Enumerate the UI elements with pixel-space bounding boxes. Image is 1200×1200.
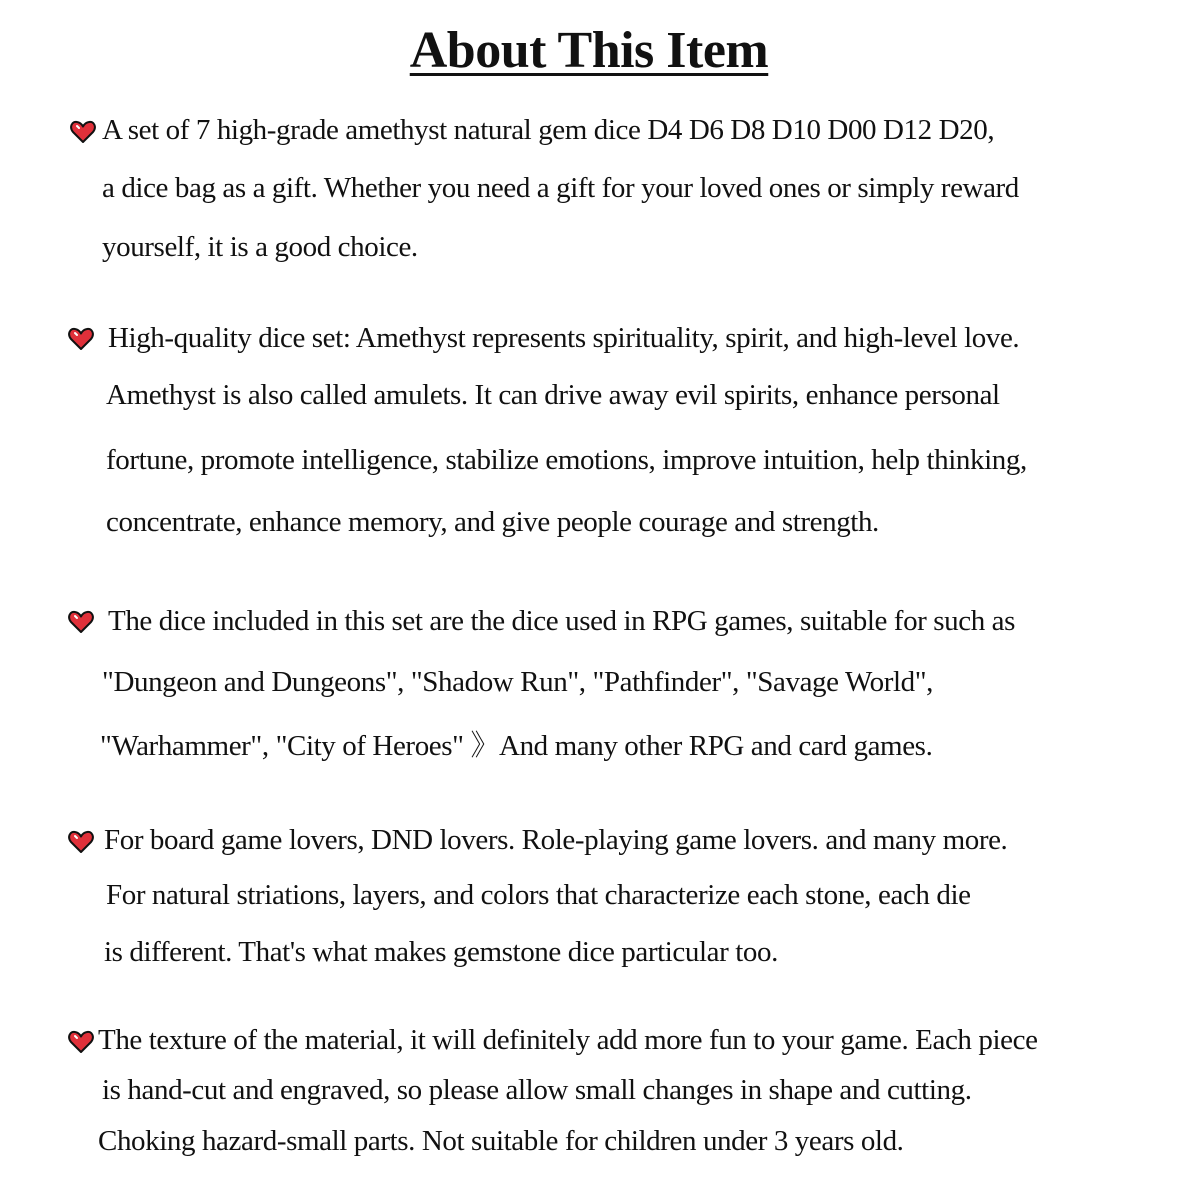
bullet-5-line-2: is hand-cut and engraved, so please allow small changes in shape and cutting. (102, 1074, 972, 1106)
bullet-3-line-3: "Warhammer", "City of Heroes" 》And many other RPG and card games. (100, 730, 933, 762)
bullet-2-line-2: Amethyst is also called amulets. It can drive away evil spirits, enhance personal (106, 379, 1000, 411)
bullet-2-line-3: fortune, promote intelligence, stabilize emotions, improve intuition, help thinking, (106, 444, 1027, 476)
bullet-3-line-2: "Dungeon and Dungeons", "Shadow Run", "Pathfinder", "Savage World", (102, 666, 934, 698)
bullet-4-line-2: For natural striations, layers, and colors that characterize each stone, each die (106, 879, 971, 911)
bullet-3-line-1: The dice included in this set are the dice used in RPG games, suitable for such as (108, 605, 1016, 637)
bullet-4-line-3: is different. That's what makes gemstone dice particular too. (104, 936, 778, 968)
bullet-2-line-4: concentrate, enhance memory, and give people courage and strength. (106, 506, 879, 538)
bullet-5-line-1: The texture of the material, it will definitely add more fun to your game. Each piece (98, 1024, 1038, 1056)
heart-icon (68, 830, 94, 854)
bullet-4-line-1: For board game lovers, DND lovers. Role-playing game lovers. and many more. (104, 824, 1008, 856)
heart-icon (68, 327, 94, 351)
heart-icon (70, 120, 96, 144)
page-title: About This Item (409, 22, 769, 79)
heart-icon (68, 610, 94, 634)
bullet-1-line-1: A set of 7 high-grade amethyst natural gem dice D4 D6 D8 D10 D00 D12 D20, (102, 114, 995, 146)
bullet-1-line-2: a dice bag as a gift. Whether you need a gift for your loved ones or simply reward (102, 172, 1019, 204)
heart-icon (68, 1030, 94, 1054)
bullet-1-line-3: yourself, it is a good choice. (102, 231, 418, 263)
bullet-2-line-1: High-quality dice set: Amethyst represents spirituality, spirit, and high-level love. (108, 322, 1020, 354)
bullet-5-line-3: Choking hazard-small parts. Not suitable for children under 3 years old. (98, 1125, 904, 1157)
